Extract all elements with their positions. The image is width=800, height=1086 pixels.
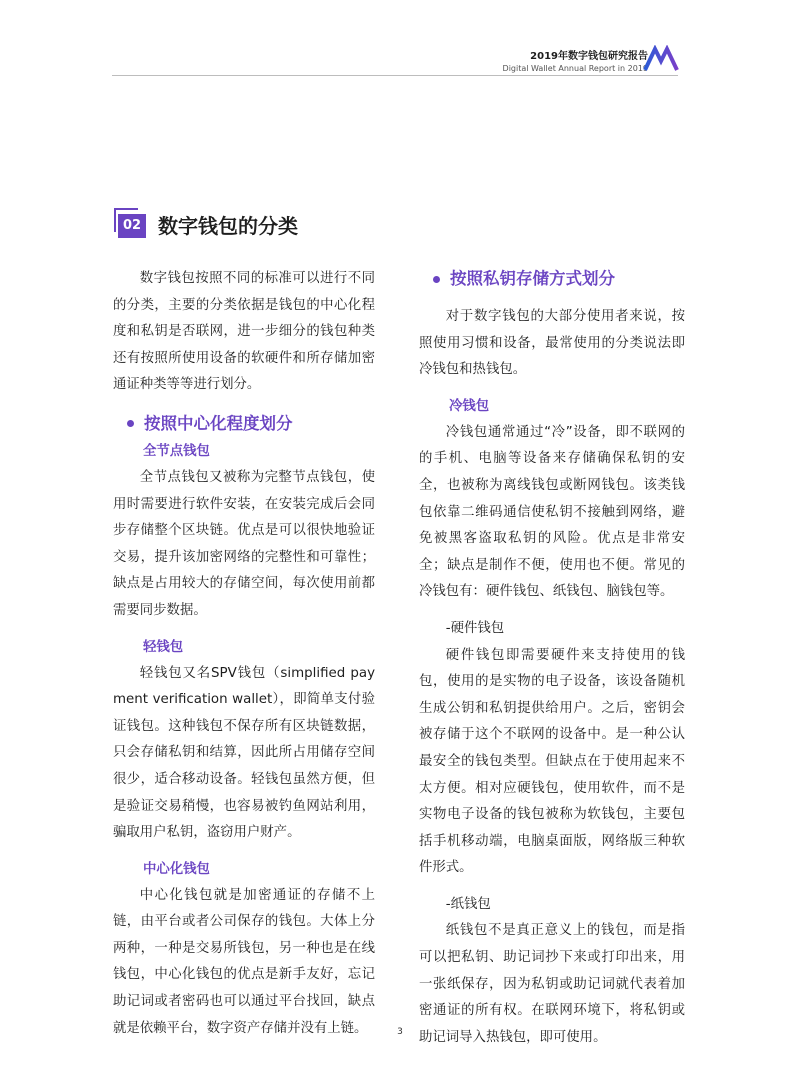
full-node-wallet-heading: 全节点钱包 bbox=[143, 443, 210, 459]
brand-logo-icon bbox=[643, 45, 679, 72]
full-node-wallet-text: 全节点钱包又被称为完整节点钱包，使用时需要进行软件安装，在安装完成后会同步存储整个区块链。优点是可以很快地验证交易，提升该加密网络的完整性和可靠性；缺点是占用较大的存储空间，每次使用前都需要同步数据。 bbox=[113, 469, 375, 618]
header-divider bbox=[112, 75, 678, 76]
key-storage-intro: 对于数字钱包的大部分使用者来说，按照使用习惯和设备，最常使用的分类说法即冷钱包和热钱包。 bbox=[419, 309, 685, 378]
cold-wallet-text: 冷钱包通常通过“冷”设备，即不联网的的手机、电脑等设备来存储确保私钥的安全，也被称为离线钱包或断网钱包。该类钱包依靠二维码通信使私钥不接触到网络，避免被黑客盗取私钥的风险。优点是非常安全；缺点是制作不便，使用也不便。常见的冷钱包有：硬件钱包、纸钱包、脑钱包等。 bbox=[419, 424, 685, 600]
subsection-heading-label: 按照私钥存储方式划分 bbox=[450, 269, 615, 288]
section-number-badge bbox=[114, 208, 148, 242]
section-title: 数字钱包的分类 bbox=[158, 214, 298, 238]
centralized-wallet-heading: 中心化钱包 bbox=[143, 861, 210, 877]
section-number: 02 bbox=[118, 214, 146, 238]
bullet-dot-icon bbox=[127, 420, 134, 427]
hardware-wallet-heading: -硬件钱包 bbox=[445, 620, 505, 636]
intro-paragraph: 数字钱包按照不同的标准可以进行不同的分类，主要的分类依据是钱包的中心化程度和私钥是否联网，进一步细分的钱包种类还有按照所使用设备的软硬件和所存储加密通证种类等等进行划分。 bbox=[113, 271, 375, 393]
hardware-wallet-text: 硬件钱包即需要硬件来支持使用的钱包，使用的是实物的电子设备，该设备随机生成公钥和私钥提供给用户。之后，密钥会被存储于这个不联网的设备中。是一种公认最安全的钱包类型。但缺点在于使用起来不太方便。相对应硬钱包，使用软件，而不是实物电子设备的钱包被称为软钱包，主要包括手机移动端，电脑桌面版，网络版三种软件形式。 bbox=[419, 647, 685, 876]
light-wallet-heading: 轻钱包 bbox=[143, 639, 184, 655]
subsection-heading-key-storage bbox=[419, 264, 685, 294]
subsection-heading-centralization bbox=[113, 409, 375, 439]
page-number: 3 bbox=[397, 1027, 403, 1037]
report-subtitle: Digital Wallet Annual Report in 2019 bbox=[502, 64, 648, 73]
paper-wallet-heading: -纸钱包 bbox=[445, 896, 491, 912]
light-wallet-text: 轻钱包又名SPV钱包（simplified payment verification wallet），即简单支付验证钱包。这种钱包不保存所有区块链数据，只会存储私钥和结算，因此所占用储存空间很少，适合移动设备。轻钱包虽然方便，但是验证交易稍慢，也容易被钓鱼网站利用，骗取用户私钥，盗窃用户财产。 bbox=[113, 665, 375, 841]
left-column bbox=[113, 266, 375, 1042]
cold-wallet-heading: 冷钱包 bbox=[449, 398, 490, 414]
right-column bbox=[419, 264, 685, 1051]
subsection-heading-label: 按照中心化程度划分 bbox=[144, 413, 293, 433]
page-header bbox=[0, 0, 800, 80]
paper-wallet-text: 纸钱包不是真正意义上的钱包，而是指可以把私钥、助记词抄下来或打印出来，用一张纸保存，因为私钥或助记词就代表着加密通证的所有权。在联网环境下，将私钥或助记词导入热钱包，即可使用。 bbox=[419, 923, 685, 1045]
centralized-wallet-text: 中心化钱包就是加密通证的存储不上链，由平台或者公司保存的钱包。大体上分两种，一种是交易所钱包，另一种也是在线钱包，中心化钱包的优点是新手友好，忘记助记词或者密码也可以通过平台找回，缺点就是依赖平台，数字资产存储并没有上链。 bbox=[113, 887, 375, 1036]
report-title: 2019年数字钱包研究报告 bbox=[530, 51, 648, 62]
bullet-dot-icon bbox=[433, 276, 440, 283]
